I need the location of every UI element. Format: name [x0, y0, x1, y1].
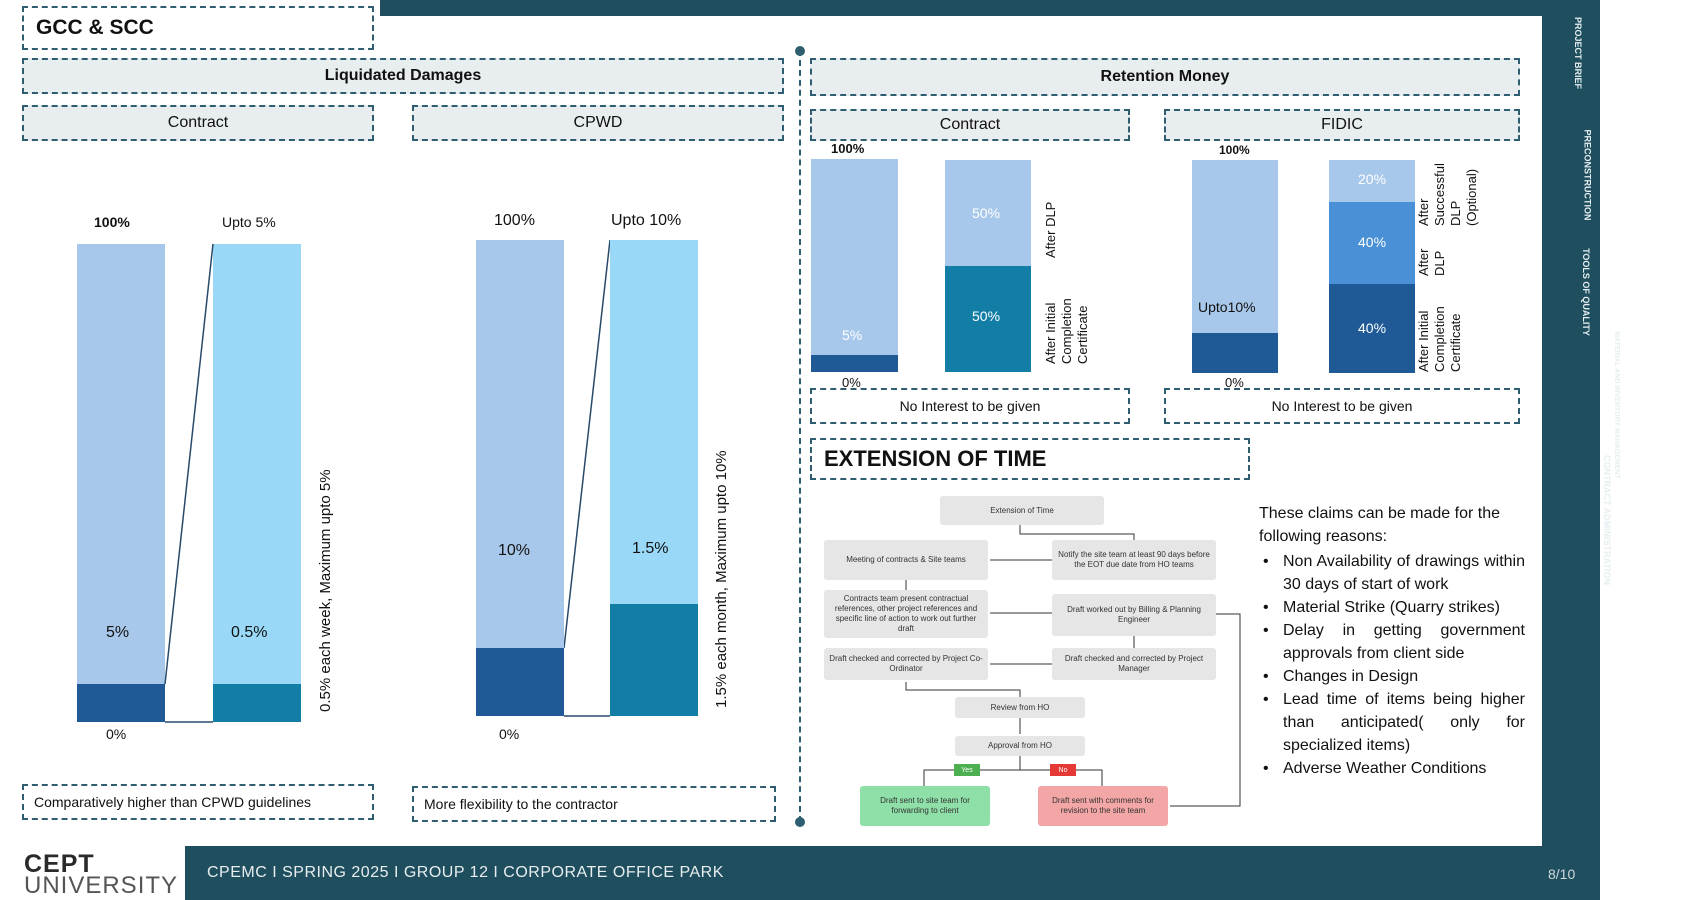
flow-meeting: Meeting of contracts & Site teams — [824, 540, 988, 580]
ld-cpwd-note: More flexibility to the contractor — [412, 786, 776, 822]
ld-cpwd-top-right: Upto 10% — [611, 212, 682, 229]
flow-sent-revision: Draft sent with comments for revision to the site team — [1038, 786, 1168, 826]
reasons-intro: These claims can be made for the following reasons: — [1259, 505, 1501, 545]
ld-cpwd-bottom: 0% — [499, 726, 520, 742]
ld-contract-in-left: 5% — [106, 624, 130, 641]
rm-contract-bottom: 0% — [842, 375, 861, 390]
ld-contract-in-right: 0.5% — [231, 624, 268, 641]
flow-yes-tag: Yes — [954, 764, 980, 776]
page-title: GCC & SCC — [22, 6, 374, 50]
rm-fidic-top: 100% — [1219, 143, 1250, 157]
flow-checked-pm: Draft checked and corrected by Project Manager — [1052, 648, 1216, 680]
ld-heading: Liquidated Damages — [22, 58, 784, 94]
list-item: • Lead time of items being higher than anticipated( only for specialized items) — [1259, 688, 1525, 757]
ld-contract-heading: Contract — [22, 105, 374, 141]
eot-reasons — [1259, 502, 1525, 780]
ld-cpwd-side-label: 1.5% each month, Maximum upto 10% — [713, 450, 730, 708]
flow-approval: Approval from HO — [955, 736, 1085, 756]
rm-contract-label-top: After DLP — [1043, 201, 1058, 258]
ld-contract-top-left: 100% — [94, 214, 130, 230]
rm-contract-in-left: 5% — [842, 327, 863, 343]
ld-contract-side-label: 0.5% each week, Maximum upto 5% — [317, 469, 334, 712]
flow-present: Contracts team present contractual references, other project references and specific line of action to work out further draft — [824, 590, 988, 638]
list-item: • Adverse Weather Conditions — [1259, 757, 1525, 780]
reasons-list — [1259, 550, 1525, 780]
flow-checked-pc: Draft checked and corrected by Project Co-Ordinator — [824, 648, 988, 680]
rm-contract-seg-bottom: 50% — [972, 308, 1001, 324]
rm-contract-label-bottom: After Initial Completion Certificate — [1043, 298, 1090, 364]
list-item: • Delay in getting government approvals from client side — [1259, 619, 1525, 665]
rm-contract-top: 100% — [831, 141, 865, 156]
flow-review: Review from HO — [955, 697, 1085, 718]
ld-cpwd-in-right: 1.5% — [632, 540, 669, 557]
ld-cpwd-heading: CPWD — [412, 105, 784, 141]
rm-fidic-seg-top: 20% — [1358, 171, 1387, 187]
ld-contract-top-right: Upto 5% — [222, 214, 276, 230]
rm-contract-seg-top: 50% — [972, 205, 1001, 221]
rm-fidic-note: No Interest to be given — [1164, 388, 1520, 424]
tab-project-brief[interactable]: PROJECT BRIEF — [1573, 16, 1584, 90]
footer-text: CPEMC I SPRING 2025 I GROUP 12 I CORPORATE OFFICE PARK — [207, 864, 724, 881]
flow-no-tag: No — [1050, 764, 1076, 776]
ld-cpwd-in-left: 10% — [498, 542, 531, 559]
tab-preconstruction[interactable]: PRECONSTRUCTION — [1582, 129, 1593, 221]
list-item: • Changes in Design — [1259, 665, 1525, 688]
ld-contract-note: Comparatively higher than CPWD guidelines — [22, 784, 374, 820]
flow-notify: Notify the site team at least 90 days before the EOT due date from HO teams — [1052, 540, 1216, 580]
page-number: 8/10 — [1548, 866, 1576, 882]
list-item: • Material Strike (Quarry strikes) — [1259, 596, 1525, 619]
ld-cpwd-top-left: 100% — [494, 212, 535, 229]
rm-fidic-in-left: Upto10% — [1198, 299, 1256, 315]
rm-fidic-label-top: After Successful DLP (Optional) — [1416, 163, 1479, 226]
rm-fidic-seg-mid: 40% — [1358, 234, 1387, 250]
tab-tools-of-quality[interactable]: TOOLS OF QUALITY — [1580, 248, 1591, 336]
rm-fidic-heading: FIDIC — [1164, 109, 1520, 141]
rm-contract-heading: Contract — [810, 109, 1130, 141]
rm-fidic-seg-bottom: 40% — [1358, 320, 1387, 336]
eot-heading: EXTENSION OF TIME — [810, 438, 1250, 480]
flow-sent-client: Draft sent to site team for forwarding to client — [860, 786, 990, 826]
logo-line1: CEPT — [24, 850, 95, 878]
rm-fidic-label-mid: After DLP — [1416, 248, 1447, 276]
tab-material-inventory[interactable]: MATERIAL AND INVENTORY MANAGEMENT — [1612, 331, 1620, 479]
rm-heading: Retention Money — [810, 58, 1520, 96]
tab-contract-administration[interactable]: CONTRACT ADMINISTRATION — [1602, 455, 1612, 585]
ld-contract-bottom: 0% — [106, 726, 127, 742]
flow-start: Extension of Time — [940, 496, 1104, 525]
list-item: • Non Availability of drawings within 30 days of start of work — [1259, 550, 1525, 596]
rm-fidic-bottom: 0% — [1225, 375, 1244, 390]
logo-line2: UNIVERSITY — [24, 872, 179, 899]
rm-contract-note: No Interest to be given — [810, 388, 1130, 424]
flow-draft-billing: Draft worked out by Billing & Planning Engineer — [1052, 594, 1216, 636]
rm-fidic-label-bottom: After Initial Completion Certificate — [1416, 306, 1463, 372]
